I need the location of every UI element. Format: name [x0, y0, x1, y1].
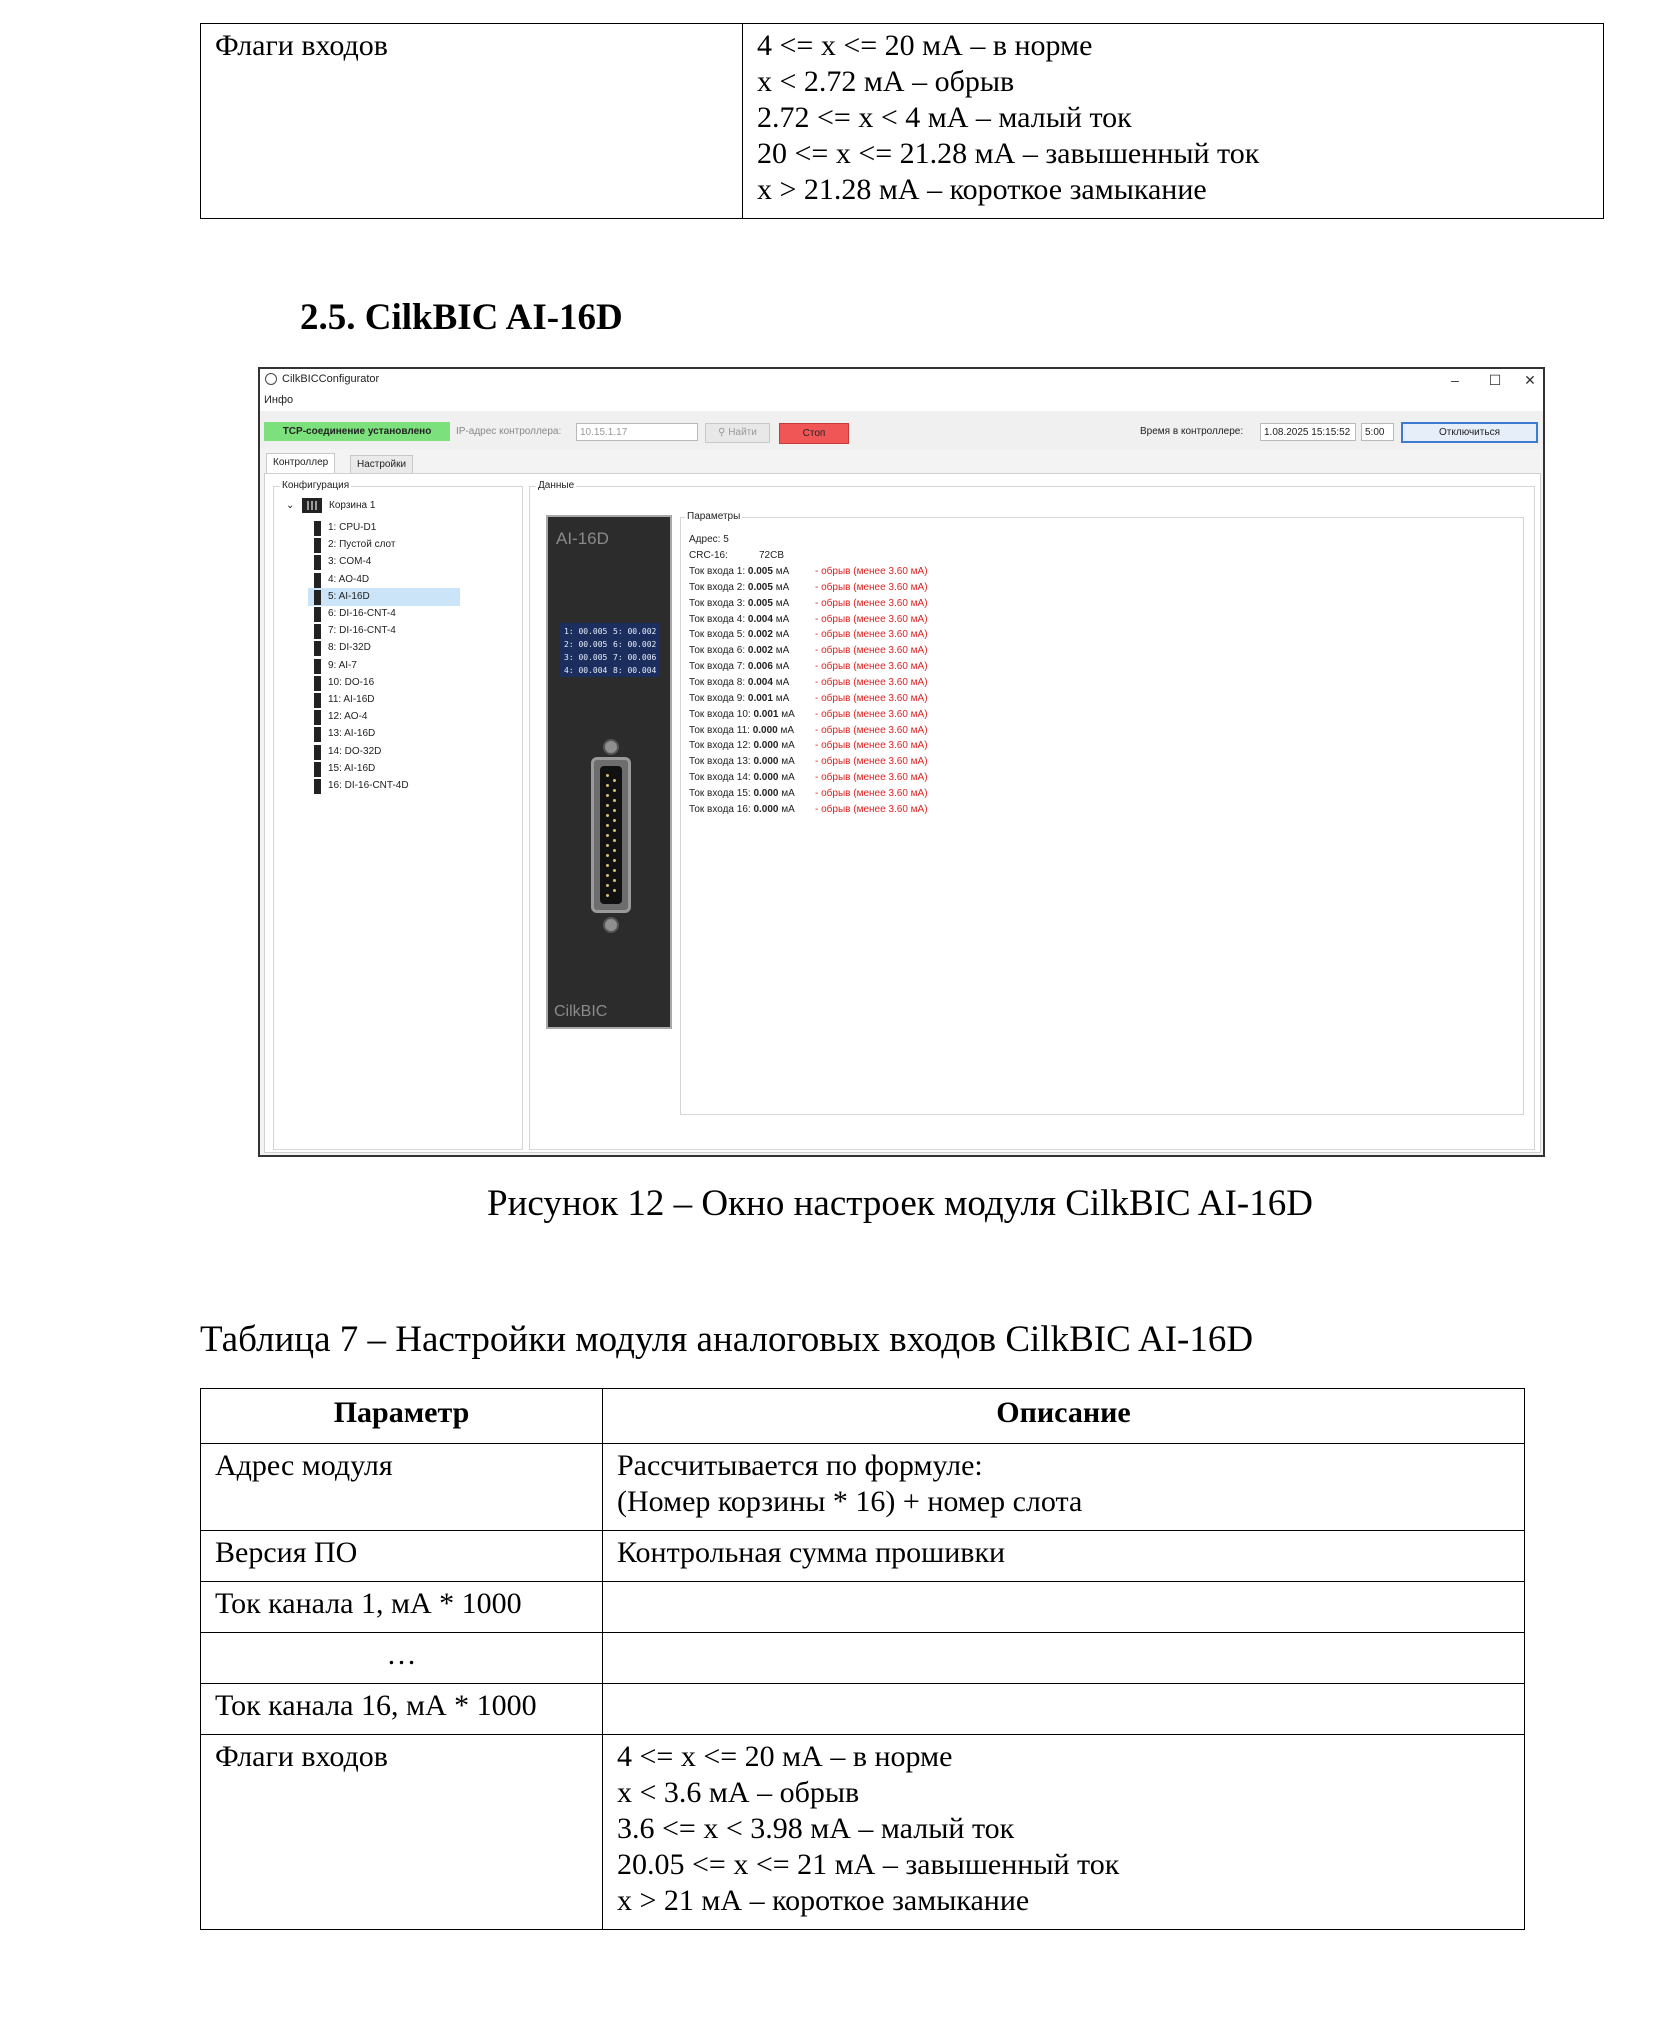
channel-row — [689, 770, 928, 786]
desc-line: 2.72 <= x < 4 мА – малый ток — [757, 101, 1132, 134]
channel-unit: мА — [781, 803, 795, 815]
desc-line: x > 21.28 мА – короткое замыкание — [757, 173, 1207, 206]
channel-flag: - обрыв (менее 3.60 мА) — [815, 740, 928, 752]
address-row: Адрес: 5 — [689, 534, 729, 545]
chevron-down-icon[interactable]: ⌄ — [286, 500, 295, 511]
channel-flag: - обрыв (менее 3.60 мА) — [815, 676, 928, 688]
channel-unit: мА — [781, 756, 795, 768]
module-icon — [314, 676, 321, 691]
channel-unit: мА — [775, 566, 790, 577]
menu-info[interactable]: Инфо — [264, 394, 294, 406]
module-icon — [314, 521, 321, 536]
channel-label: Ток входа 1: — [689, 566, 746, 577]
settings-table — [200, 1388, 1525, 1930]
desc-cell — [743, 24, 1604, 219]
screw-icon — [603, 917, 619, 933]
channel-label: Ток входа 6: — [689, 645, 746, 657]
channel-label: Ток входа 13: — [689, 756, 751, 768]
tree-item-label: 4: AO-4D — [328, 573, 370, 585]
display-value: 3: 00.005 — [564, 653, 608, 662]
module-icon — [314, 710, 321, 725]
module-icon — [314, 641, 321, 656]
channel-unit: мА — [781, 740, 795, 752]
parameters-list — [689, 532, 1089, 852]
connector-pin — [606, 804, 609, 807]
connector-pin — [613, 819, 616, 822]
module-icon — [314, 590, 321, 605]
channel-flag: - обрыв (менее 3.60 мА) — [815, 629, 928, 641]
channel-flag: - обрыв (менее 3.60 мА) — [815, 756, 928, 768]
tree-item-label: 8: DI-32D — [328, 642, 371, 654]
tree-item-slot[interactable] — [308, 639, 460, 657]
param-cell: Версия ПО — [201, 1531, 603, 1582]
desc-cell: Контрольная сумма прошивки — [603, 1531, 1525, 1582]
tree-item-label: 14: DO-32D — [328, 745, 382, 757]
table-row — [201, 1633, 1525, 1684]
connector-pin — [606, 794, 609, 797]
tree-item-slot[interactable] — [308, 725, 460, 743]
connector-pin — [613, 809, 616, 812]
data-group — [529, 480, 1535, 1150]
tree-item-label: 12: AO-4 — [328, 711, 368, 723]
module-name: AI-16D — [556, 529, 609, 548]
controller-tab-panel — [264, 473, 1541, 1153]
channel-unit: мА — [775, 629, 790, 641]
tree-item-label: 16: DI-16-CNT-4D — [328, 780, 409, 791]
tree-item-slot[interactable] — [308, 588, 460, 606]
table-row — [201, 1735, 1525, 1930]
channel-value: 0.004 — [747, 613, 773, 625]
channel-row — [689, 738, 928, 754]
channel-unit: мА — [775, 692, 790, 704]
tree-item-label: 11: AI-16D — [328, 694, 375, 705]
title-bar — [260, 369, 1543, 391]
param-cell: Ток канала 1, мА * 1000 — [201, 1582, 603, 1633]
module-icon — [314, 538, 321, 553]
disconnect-button[interactable]: Отключиться — [1401, 422, 1538, 443]
table-caption: Таблица 7 – Настройки модуля аналоговых входов CilkBIC AI-16D — [200, 1319, 1254, 1360]
rack-icon — [302, 498, 322, 513]
connector-pin — [606, 894, 609, 897]
channel-value: 0.004 — [747, 676, 773, 688]
channel-value: 0.005 — [747, 597, 773, 609]
channel-value: 0.000 — [753, 772, 779, 784]
tree-item-slot[interactable] — [308, 536, 460, 554]
display-value: 8: 00.004 — [613, 666, 657, 675]
tree-item-rack[interactable]: ⌄ Корзина 1 — [274, 497, 514, 515]
table-row — [201, 1444, 1525, 1531]
section-heading: 2.5. CilkBIC AI-16D — [300, 297, 623, 338]
param-cell: Флаги входов — [201, 1735, 603, 1930]
timezone-field[interactable]: 5:00 — [1361, 423, 1394, 441]
tree-item-label: 15: AI-16D — [328, 762, 376, 774]
tab-controller[interactable]: Контроллер — [266, 453, 335, 473]
channel-label: Ток входа 16: — [689, 803, 751, 815]
connector-pin — [606, 864, 609, 867]
channel-row — [689, 564, 928, 580]
channel-row — [689, 786, 928, 802]
connector-pin — [613, 779, 616, 782]
table-row — [201, 1531, 1525, 1582]
tree-item-slot[interactable] — [308, 519, 460, 537]
display-value: 5: 00.002 — [613, 627, 657, 636]
channel-value: 0.006 — [747, 661, 773, 673]
display-value: 2: 00.005 — [564, 640, 608, 649]
tree-item-label: 7: DI-16-CNT-4 — [328, 625, 396, 637]
channel-unit: мА — [775, 645, 790, 657]
channel-label: Ток входа 5: — [689, 629, 746, 641]
connector-pin — [613, 839, 616, 842]
tree-item-slot[interactable] — [308, 571, 460, 589]
channel-row — [689, 596, 928, 612]
table-header-row — [201, 1389, 1525, 1444]
channel-label: Ток входа 4: — [689, 613, 746, 625]
channel-label: Ток входа 9: — [689, 692, 746, 704]
desc-line: 20 <= x <= 21.28 мА – завышенный ток — [757, 137, 1260, 170]
minimize-icon[interactable]: – — [1451, 372, 1459, 388]
channel-label: Ток входа 10: — [689, 708, 751, 720]
param-cell: … — [201, 1633, 603, 1684]
connector-pin — [606, 884, 609, 887]
channel-row — [689, 707, 928, 723]
channel-flag: - обрыв (менее 3.60 мА) — [815, 613, 928, 625]
window-title: CilkBICConfigurator — [282, 373, 380, 385]
channel-unit: мА — [775, 661, 790, 673]
channel-unit: мА — [781, 772, 795, 784]
module-icon — [314, 573, 321, 588]
connector-pin — [606, 874, 609, 877]
param-cell: Флаги входов — [201, 24, 743, 219]
module-icon — [314, 762, 321, 777]
module-icon — [314, 607, 321, 622]
module-icon — [314, 779, 321, 794]
channel-value: 0.000 — [753, 803, 779, 815]
parameters-label: Параметры — [687, 511, 741, 522]
display-value: 6: 00.002 — [613, 640, 657, 649]
tree-item-slot[interactable] — [308, 674, 460, 692]
channel-row — [689, 802, 928, 818]
tree-item-label: 2: Пустой слот — [328, 539, 396, 551]
connector-pin — [613, 889, 616, 892]
connector-pins — [600, 766, 622, 904]
parameters-group — [680, 511, 1524, 1115]
channel-value: 0.001 — [747, 692, 773, 704]
channel-flag: - обрыв (менее 3.60 мА) — [815, 708, 928, 720]
channel-flag: - обрыв (менее 3.60 мА) — [815, 661, 928, 673]
crc-value: 72CB — [759, 550, 785, 561]
channel-row — [689, 675, 928, 691]
channel-unit: мА — [775, 676, 790, 688]
channel-flag: - обрыв (менее 3.60 мА) — [815, 787, 928, 799]
flags-table-continuation — [200, 23, 1604, 219]
ip-label: IP-адрес контроллера: — [456, 426, 562, 437]
module-icon — [314, 555, 321, 570]
channel-label: Ток входа 11: — [689, 724, 750, 736]
configuration-label: Конфигурация — [282, 480, 350, 491]
module-faceplate — [546, 515, 672, 1029]
tree-item-label: 6: DI-16-CNT-4 — [328, 608, 396, 619]
tree-item-label: 13: AI-16D — [328, 728, 376, 740]
channel-label: Ток входа 14: — [689, 772, 751, 784]
db-connector-icon — [591, 757, 631, 913]
channel-label: Ток входа 12: — [689, 740, 751, 752]
channel-unit: мА — [775, 613, 790, 625]
connector-pin — [606, 784, 609, 787]
param-cell: Адрес модуля — [201, 1444, 603, 1531]
app-icon — [265, 373, 277, 385]
connector-pin — [606, 824, 609, 827]
controller-time-label: Время в контроллере: — [1140, 426, 1244, 437]
connector-pin — [613, 879, 616, 882]
channel-label: Ток входа 3: — [689, 597, 746, 609]
connector-pin — [613, 859, 616, 862]
tree-item-label: 9: AI-7 — [328, 659, 357, 671]
connector-pin — [613, 799, 616, 802]
module-icon — [314, 624, 321, 639]
desc-line: x < 2.72 мА – обрыв — [757, 65, 1015, 98]
channel-row — [689, 691, 928, 707]
display-value: 7: 00.006 — [613, 653, 657, 662]
search-icon: ⚲ — [718, 427, 726, 438]
channel-value: 0.002 — [747, 629, 773, 641]
configurator-window — [258, 367, 1545, 1157]
channel-label: Ток входа 2: — [689, 581, 746, 593]
tab-settings[interactable]: Настройки — [350, 455, 413, 473]
table-row — [201, 24, 1604, 219]
channel-unit: мА — [781, 708, 795, 720]
channel-label: Ток входа 15: — [689, 787, 751, 799]
connector-pin — [606, 814, 609, 817]
address-value: 5 — [723, 534, 729, 545]
tree-item-label: 1: CPU-D1 — [328, 522, 377, 533]
param-cell: Ток канала 16, мА * 1000 — [201, 1684, 603, 1735]
connector-pin — [613, 869, 616, 872]
tree-item-slot[interactable] — [308, 657, 460, 675]
maximize-icon[interactable]: ☐ — [1488, 372, 1502, 388]
connector-pin — [606, 854, 609, 857]
close-icon[interactable]: ✕ — [1524, 372, 1536, 388]
tree-item-slot[interactable] — [308, 605, 460, 623]
channel-label: Ток входа 7: — [689, 661, 746, 673]
channel-row — [689, 754, 928, 770]
crc-row: CRC-16: 72CB — [689, 548, 728, 564]
tree-item-slot[interactable] — [308, 691, 460, 709]
figure-caption: Рисунок 12 – Окно настроек модуля CilkBIC AI-16D — [487, 1183, 1313, 1224]
channel-row — [689, 612, 928, 628]
channel-unit: мА — [781, 787, 795, 799]
screw-icon — [603, 739, 619, 755]
display-value: 1: 00.005 — [564, 627, 608, 636]
channel-value: 0.005 — [747, 566, 773, 577]
channel-row — [689, 643, 928, 659]
channel-flag: - обрыв (менее 3.60 мА) — [815, 597, 928, 609]
channel-unit: мА — [780, 724, 795, 736]
desc-cell — [603, 1684, 1525, 1735]
channel-value: 0.001 — [753, 708, 779, 720]
module-icon — [314, 693, 321, 708]
channel-unit: мА — [775, 581, 790, 593]
stop-button[interactable]: Стоп — [779, 423, 849, 444]
desc-line: 4 <= x <= 20 мА – в норме — [757, 29, 1093, 62]
module-icon — [314, 659, 321, 674]
tree-item-slot[interactable] — [308, 760, 460, 778]
table-row — [201, 1582, 1525, 1633]
channel-label: Ток входа 8: — [689, 676, 746, 688]
channel-row — [689, 580, 928, 596]
channel-flag: - обрыв (менее 3.60 мА) — [815, 772, 928, 784]
desc-cell — [603, 1633, 1525, 1684]
connector-pin — [606, 834, 609, 837]
table-row — [201, 1684, 1525, 1735]
channel-flag: - обрыв (менее 3.60 мА) — [815, 645, 928, 657]
controller-time-field[interactable]: 1.08.2025 15:15:52 — [1260, 423, 1356, 441]
configuration-group — [273, 480, 523, 1150]
channel-flag: - обрыв (менее 3.60 мА) — [815, 566, 928, 577]
tree-item-label: 3: COM-4 — [328, 556, 372, 568]
header-param: Параметр — [201, 1389, 603, 1444]
channel-value: 0.000 — [753, 787, 779, 799]
tree-item-slot[interactable] — [308, 708, 460, 726]
tree-item-slot[interactable] — [308, 777, 460, 795]
ip-address-field[interactable]: 10.15.1.17 — [576, 423, 698, 441]
module-brand: CilkBIC — [554, 1003, 608, 1020]
channel-value: 0.000 — [753, 740, 779, 752]
connector-pin — [613, 829, 616, 832]
channel-unit: мА — [775, 597, 790, 609]
find-button[interactable]: ⚲ Найти — [705, 423, 770, 443]
channel-flag: - обрыв (менее 3.60 мА) — [815, 724, 928, 736]
channel-row — [689, 659, 928, 675]
tree-item-label: 5: AI-16D — [328, 590, 370, 602]
module-display — [560, 623, 660, 677]
channel-value: 0.000 — [753, 756, 779, 768]
toolbar — [260, 411, 1543, 449]
tree-item-slot[interactable] — [308, 743, 460, 761]
desc-cell: 4 <= x <= 20 мА – в норме x < 3.6 мА – обрыв 3.6 <= x < 3.98 мА – малый ток 20.05 <= x <= 21 мА – завышенный ток x > 21 мА – короткое замыкание — [603, 1735, 1525, 1930]
channel-row — [689, 723, 928, 739]
connector-pin — [606, 844, 609, 847]
channel-value: 0.005 — [747, 581, 773, 593]
tree-item-slot[interactable] — [308, 622, 460, 640]
channel-flag: - обрыв (менее 3.60 мА) — [815, 581, 928, 593]
connector-pin — [613, 849, 616, 852]
header-desc: Описание — [603, 1389, 1525, 1444]
connection-status-badge: TCP-соединение установлено — [264, 422, 450, 441]
tree-item-slot[interactable] — [308, 553, 460, 571]
connector-pin — [606, 774, 609, 777]
menu-bar — [260, 391, 1543, 411]
channel-flag: - обрыв (менее 3.60 мА) — [815, 803, 928, 815]
module-icon — [314, 745, 321, 760]
channel-flag: - обрыв (менее 3.60 мА) — [815, 692, 928, 704]
display-value: 4: 00.004 — [564, 666, 608, 675]
module-icon — [314, 727, 321, 742]
connector-pin — [613, 789, 616, 792]
desc-cell — [603, 1582, 1525, 1633]
channel-row — [689, 627, 928, 643]
desc-cell: Рассчитывается по формуле: (Номер корзины * 16) + номер слота — [603, 1444, 1525, 1531]
channel-value: 0.000 — [752, 724, 778, 736]
channel-value: 0.002 — [747, 645, 773, 657]
data-label: Данные — [538, 480, 575, 491]
tree-item-label: 10: DO-16 — [328, 676, 375, 688]
